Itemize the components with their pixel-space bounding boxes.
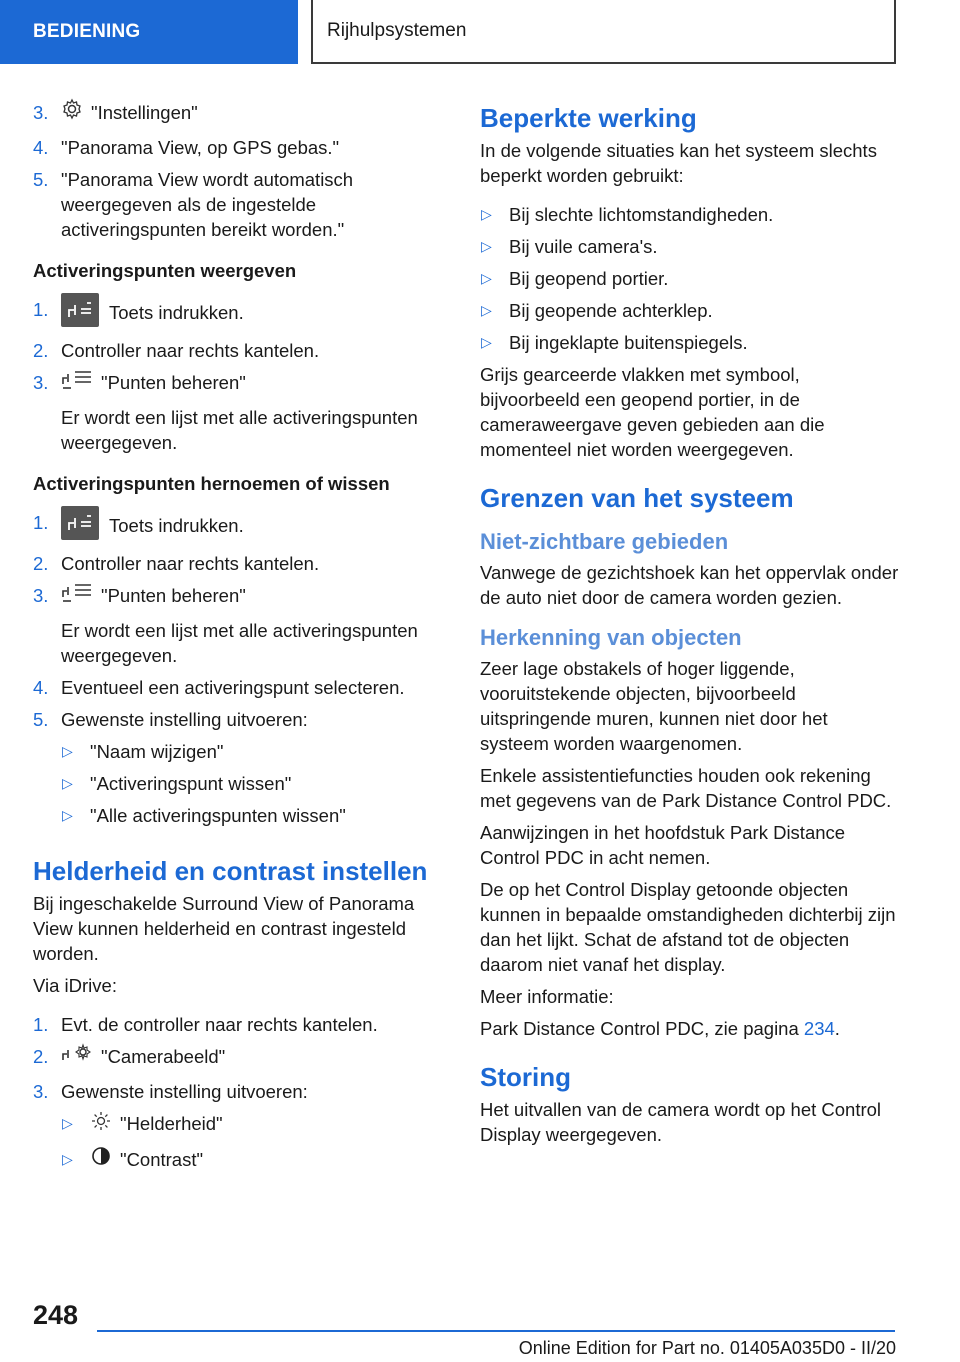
limits-heading: Grenzen van het systeem: [480, 483, 794, 513]
list-item: [33, 167, 433, 242]
invisible-heading: Niet-zichtbare gebieden: [480, 529, 729, 554]
list-item: [33, 1012, 433, 1037]
list-item: [33, 297, 433, 331]
show-points-heading: Activeringspunten weergeven: [33, 260, 297, 282]
manage-points-icon: [61, 368, 93, 396]
list-item: [33, 583, 433, 668]
item-text: "Panorama View wordt automatisch weergegeven als de ingestelde activeringspunten bereikt worden.": [61, 169, 354, 241]
footer-divider: [97, 1330, 895, 1332]
triangle-bullet-icon: ▷: [62, 1115, 73, 1132]
list-item: [33, 1044, 433, 1072]
list-item: ▷ Bij geopend portier.: [481, 268, 669, 289]
list-item: [33, 370, 433, 455]
triangle-bullet-icon: ▷: [62, 743, 73, 760]
item-text: Evt. de controller naar rechts kantelen.: [61, 1014, 378, 1036]
item-number: 2.: [33, 1046, 49, 1068]
list-item: [33, 100, 433, 128]
item-number: 3.: [33, 585, 49, 607]
gear-icon: [61, 98, 83, 126]
list-item: ▷ Bij ingeklapte buitenspiegels.: [481, 332, 748, 353]
limited-heading: Beperkte werking: [480, 103, 697, 133]
triangle-bullet-icon: ▷: [62, 1150, 73, 1167]
item-number: 2.: [33, 340, 49, 362]
list-item: [33, 675, 433, 700]
edition-note: Online Edition for Part no. 01405A035D0 - II/20: [518, 1338, 896, 1358]
item-number: 5.: [33, 709, 49, 731]
item-extra: Er wordt een lijst met alle activeringspunten weergegeven.: [61, 407, 418, 454]
section-title: BEDIENING: [33, 21, 141, 42]
page-link[interactable]: 234: [803, 1018, 835, 1039]
paragraph: Enkele assistentiefuncties houden ook rekening met gegevens van de Park Distance Control PDC.: [480, 765, 892, 811]
paragraph: Bij ingeschakelde Surround View of Panorama View kunnen helderheid en contrast ingesteld worden.: [33, 893, 415, 965]
list-item: [33, 338, 433, 363]
list-item: ▷ "Alle activeringspunten wissen": [62, 805, 346, 827]
list-item: [33, 551, 433, 576]
paragraph: Zeer lage obstakels of hoger liggende, vooruitstekende objecten, bijvoorbeeld uitspringende muren, kunnen niet door het systeem worden waargenomen.: [480, 658, 828, 754]
triangle-bullet-icon: ▷: [62, 775, 73, 792]
item-text: Gewenste instelling uitvoeren:: [61, 709, 308, 731]
triangle-bullet-icon: ▷: [62, 807, 73, 824]
item-text: Eventueel een activeringspunt selecteren.: [61, 677, 405, 699]
item-text: "Punten beheren": [101, 372, 246, 394]
list-item: [33, 707, 433, 835]
list-item: [33, 135, 433, 160]
contrast-icon: [90, 1145, 112, 1173]
item-number: 3.: [33, 102, 49, 123]
list-item: ▷ Bij vuile camera's.: [481, 236, 658, 257]
rename-options: [61, 739, 433, 828]
triangle-bullet-icon: ▷: [481, 302, 492, 318]
brightness-icon: [90, 1110, 112, 1138]
list-item: [33, 1079, 433, 1181]
camera-button-icon: [61, 506, 99, 540]
item-text: Toets indrukken.: [109, 302, 244, 323]
cross-reference: Park Distance Control PDC, zie pagina 234.: [480, 1018, 840, 1039]
fault-heading: Storing: [480, 1062, 571, 1092]
rename-points-heading: Activeringspunten hernoemen of wissen: [33, 473, 390, 495]
paragraph: Aanwijzingen in het hoofdstuk Park Distance Control PDC in acht nemen.: [480, 822, 846, 868]
paragraph: De op het Control Display getoonde objecten kunnen in bepaalde omstandigheden dichterbij zijn dan het lijkt. Schat de afstand tot de objecten daarom niet vanaf het display.: [480, 879, 896, 975]
paragraph: Meer informatie:: [480, 986, 614, 1007]
paragraph: Vanwege de gezichtshoek kan het oppervlak onder de auto niet door de camera worden gezien.: [480, 562, 899, 608]
paragraph: In de volgende situaties kan het systeem slechts beperkt worden gebruikt:: [480, 140, 877, 186]
item-number: 1.: [33, 299, 49, 321]
camera-image-icon: [61, 1042, 93, 1070]
triangle-bullet-icon: ▷: [481, 206, 492, 222]
triangle-bullet-icon: ▷: [481, 334, 492, 350]
section-tab: [0, 0, 298, 64]
list-item: ▷ "Contrast": [61, 1147, 433, 1175]
item-number: 1.: [33, 1014, 49, 1036]
item-text: Toets indrukken.: [109, 515, 244, 537]
list-item: ▷ "Naam wijzigen": [62, 741, 224, 763]
item-number: 5.: [33, 169, 49, 191]
camera-button-icon: [61, 293, 99, 327]
item-text: "Panorama View, op GPS gebas.": [61, 137, 340, 159]
item-number: 3.: [33, 372, 49, 394]
item-text: Gewenste instelling uitvoeren:: [61, 1081, 308, 1103]
triangle-bullet-icon: ▷: [481, 270, 492, 286]
item-number: 1.: [33, 512, 49, 534]
item-text: "Instellingen": [91, 102, 198, 123]
chapter-tab: [311, 0, 896, 64]
list-item: ▷ Bij geopende achterklep.: [481, 300, 713, 321]
item-text: Controller naar rechts kantelen.: [61, 553, 320, 575]
item-extra: Er wordt een lijst met alle activeringspunten weergegeven.: [61, 620, 418, 667]
item-text: "Punten beheren": [101, 585, 246, 607]
item-number: 4.: [33, 677, 49, 699]
item-number: 2.: [33, 553, 49, 575]
brightness-options: [61, 1111, 433, 1174]
paragraph: Het uitvallen van de camera wordt op het Control Display weergegeven.: [480, 1099, 882, 1145]
list-item: ▷ Bij slechte lichtomstandigheden.: [481, 204, 774, 225]
item-text: Controller naar rechts kantelen.: [61, 340, 320, 362]
chapter-title: Rijhulpsystemen: [327, 20, 467, 41]
page-number: 248: [33, 1300, 79, 1330]
left-column: [33, 100, 433, 1189]
right-column: [480, 100, 900, 1154]
manage-points-icon: [61, 581, 93, 609]
paragraph: Grijs gearceerde vlakken met symbool, bijvoorbeeld een geopend portier, in de cameraweergave geven gebieden aan die momenteel niet worden weergegeven.: [480, 364, 825, 460]
list-item: ▷ "Helderheid": [61, 1111, 433, 1139]
detect-heading: Herkenning van objecten: [480, 625, 742, 650]
item-number: 4.: [33, 137, 49, 159]
list-item: ▷ "Activeringspunt wissen": [62, 773, 292, 795]
brightness-heading: Helderheid en contrast instellen: [33, 856, 428, 887]
item-text: "Camerabeeld": [101, 1046, 226, 1068]
list-item: [33, 510, 433, 544]
item-number: 3.: [33, 1081, 49, 1103]
triangle-bullet-icon: ▷: [481, 238, 492, 254]
paragraph: Via iDrive:: [33, 975, 117, 997]
